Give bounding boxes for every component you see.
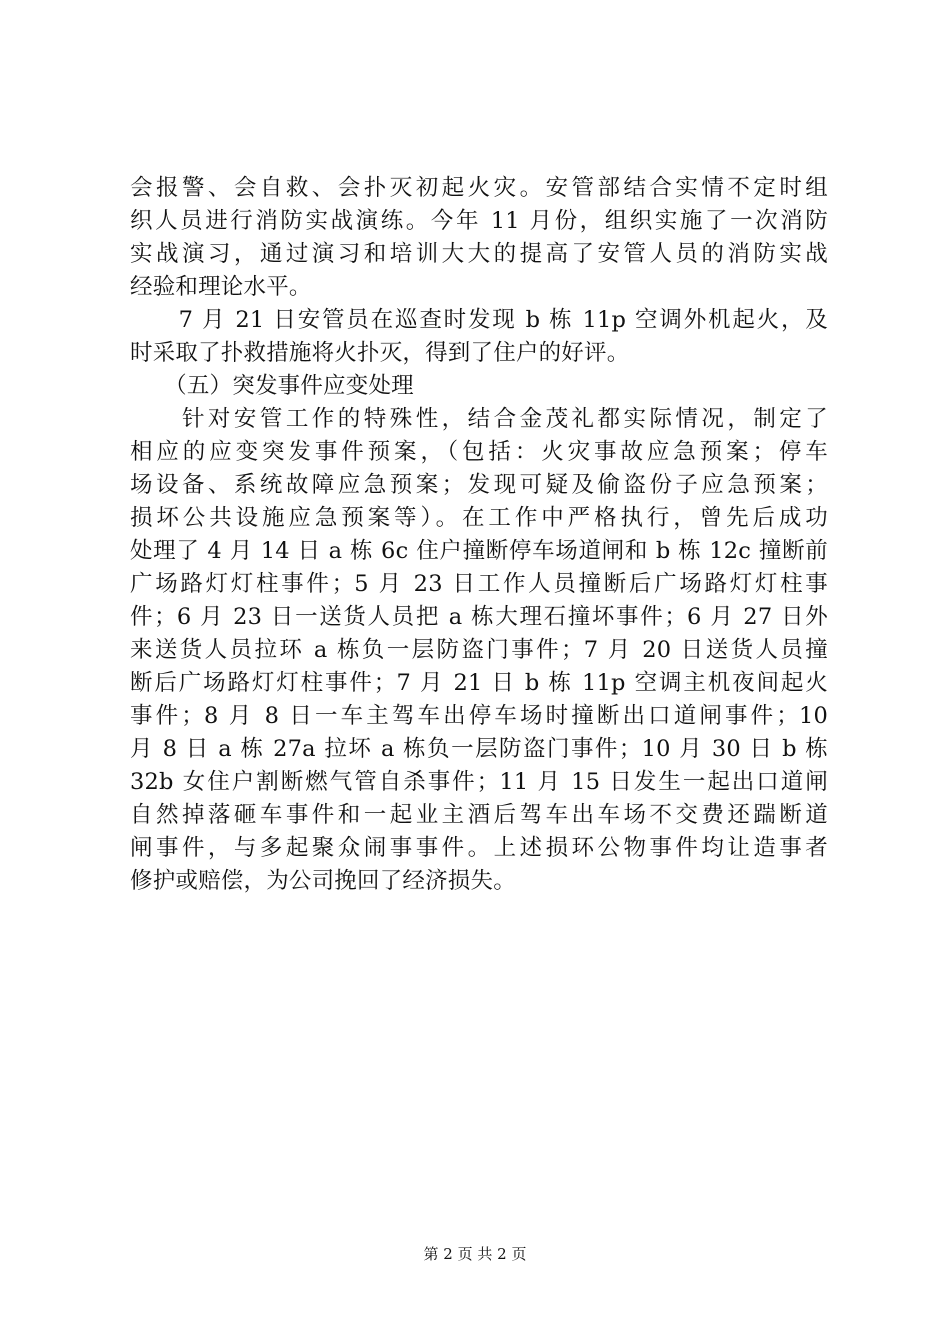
paragraph-line: 相应的应变突发事件预案，（包括：火灾事故应急预案；停车: [130, 439, 828, 465]
paragraph-line: 断后广场路灯灯柱事件；7 月 21 日 b 栋 11p 空调主机夜间起火: [130, 670, 828, 696]
paragraph-line: 时采取了扑救措施将火扑灭，得到了住户的好评。: [130, 340, 630, 366]
paragraph-line: 织人员进行消防实战演练。今年 11 月份，组织实施了一次消防: [130, 208, 828, 234]
paragraph-line: 月 8 日 a 栋 27a 拉坏 a 栋负一层防盗门事件；10 月 30 日 b 栋: [130, 736, 828, 762]
document-body: [130, 172, 828, 898]
paragraph-line: 来送货人员拉环 a 栋负一层防盗门事件；7 月 20 日送货人员撞: [130, 637, 828, 663]
paragraph-line: 自然掉落砸车事件和一起业主酒后驾车出车场不交费还踹断道: [130, 802, 828, 828]
paragraph-line: 处理了 4 月 14 日 a 栋 6c 住户撞断停车场道闸和 b 栋 12c 撞断前: [130, 538, 828, 564]
paragraph-line: 损坏公共设施应急预案等）。在工作中严格执行，曾先后成功: [130, 505, 828, 531]
paragraph-line: 事件；8 月 8 日一车主驾车出停车场时撞断出口道闸事件；10: [130, 703, 828, 729]
section-heading: （五）突发事件应变处理: [130, 373, 414, 399]
paragraph-line: 闸事件，与多起聚众闹事事件。上述损环公物事件均让造事者: [130, 835, 828, 861]
paragraph-line: 广场路灯灯柱事件；5 月 23 日工作人员撞断后广场路灯灯柱事: [130, 571, 828, 597]
paragraph-line: 32b 女住户割断燃气管自杀事件；11 月 15 日发生一起出口道闸: [130, 769, 828, 795]
paragraph-line: 会报警、会自救、会扑灭初起火灾。安管部结合实情不定时组: [130, 175, 828, 201]
paragraph-line: 7 月 21 日安管员在巡查时发现 b 栋 11p 空调外机起火，及: [130, 307, 828, 333]
page-number-footer: 第 2 页 共 2 页: [423, 1245, 527, 1263]
paragraph-line: 实战演习，通过演习和培训大大的提高了安管人员的消防实战: [130, 241, 828, 267]
paragraph-line: 修护或赔偿，为公司挽回了经济损失。: [130, 868, 516, 894]
paragraph-line: 场设备、系统故障应急预案；发现可疑及偷盗份子应急预案；: [130, 472, 828, 498]
paragraph-line: 针对安管工作的特殊性，结合金茂礼都实际情况，制定了: [130, 406, 828, 432]
paragraph-line: 经验和理论水平。: [130, 274, 312, 300]
paragraph-line: 件；6 月 23 日一送货人员把 a 栋大理石撞坏事件；6 月 27 日外: [130, 604, 828, 630]
